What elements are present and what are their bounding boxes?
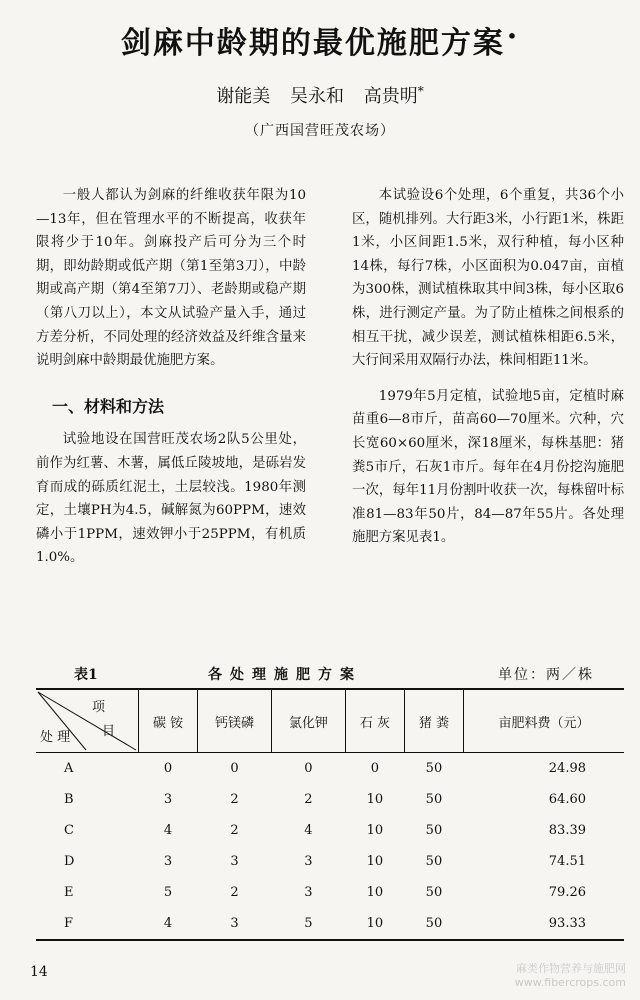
table-cell: 3 — [230, 854, 239, 869]
table-cell: 50 — [425, 885, 443, 900]
table-cell: 79.26 — [548, 885, 586, 900]
table-cell: 0 — [370, 761, 380, 776]
table-cell: 3 — [304, 885, 313, 900]
table-cell: 50 — [404, 908, 463, 940]
corner-label-top: 项 — [92, 700, 106, 715]
intro-paragraph: 一般人都认为剑麻的纤维收获年限为10—13年，但在管理水平的不断提高，收获年限将少于10年。剑麻投产后可分为三个时期，即幼龄期或低产期（第1至第3刀），中龄期或高产期（第4至第7刀）、老龄期或稳产期（第八刀以上），本文从试验产量入手，通过方差分析，不同处理的经济效益及纤维含量来说明剑麻中龄期最优施肥方案。 — [36, 188, 306, 369]
table-cell: 5 — [271, 908, 345, 940]
table-row — [36, 784, 624, 815]
table-cell: 3 — [198, 908, 272, 940]
left-column — [36, 184, 306, 570]
table-row — [36, 908, 624, 940]
planting-paragraph: 1979年5月定植，试验地5亩，定植时麻苗重6—8市斤，苗高60—70厘米。穴种，穴长宽60×60厘米，深18厘米，每株基肥：猪粪5市斤，石灰1市斤。每年在4月份挖沟施肥一次，每年11月份割叶收获一次，每株留叶标准81—83年50片，84—87年55片。各处理施肥方案见表1。 — [352, 388, 624, 546]
table-row — [36, 846, 624, 877]
table-cell: 0 — [163, 761, 173, 776]
table-cell: 2 — [230, 823, 239, 838]
design-paragraph: 本试验设6个处理，6个重复，共36个小区，随机排列。大行距3米，小行距1米，株距1米，小区间距1.5米，双行种植，每小区种14株，每行7株，小区面积为0.047亩，亩植为300株，测试植株取其中间3株，每小区取6株，进行测定产量。为了防止植株之间根系的相互干扰，减少误差，测试植株相距6.5米，大行间采用双隔行办法，株间相距11米。 — [352, 188, 624, 369]
watermark-line-1: 麻类作物营养与施肥网 — [516, 962, 626, 975]
corner-label-right: 目 — [102, 724, 116, 739]
table-cell: 74.51 — [548, 854, 586, 869]
table-cell: 4 — [139, 908, 198, 940]
column-header: 钙镁磷 — [198, 689, 272, 753]
corner-label-bottom-left: 处 — [40, 730, 54, 745]
authors-text: 谢能美 吴永和 高贵明 — [216, 86, 418, 107]
table-cell: 10 — [366, 854, 384, 869]
page-number: 14 — [30, 964, 48, 980]
title-footnote-mark: • — [506, 27, 520, 46]
table-cell: C — [64, 823, 74, 838]
table-cell: A — [64, 761, 74, 776]
table-caption — [58, 664, 618, 686]
right-column — [352, 184, 624, 550]
table-header-row — [36, 689, 624, 753]
title-text: 剑麻中龄期的最优施肥方案 — [120, 26, 505, 61]
fertilizer-table — [36, 688, 624, 941]
table-cell: 83.39 — [548, 823, 586, 838]
column-header: 氯化钾 — [271, 689, 345, 753]
table-cell: E — [64, 885, 74, 900]
corner-label-bottom-right: 理 — [57, 730, 71, 745]
table-cell: 50 — [425, 823, 443, 838]
affiliation: （广西国营旺茂农场） — [245, 123, 395, 139]
corner-label-bottom — [40, 726, 70, 745]
table-cell: 10 — [366, 792, 384, 807]
section-heading: 一、材料和方法 — [52, 396, 165, 416]
table-cell: 93.33 — [463, 908, 624, 940]
table-cell: 10 — [366, 823, 384, 838]
table-cell: 50 — [425, 761, 443, 776]
table-cell: B — [64, 792, 74, 807]
table-row — [36, 815, 624, 846]
table-cell: 2 — [304, 792, 313, 807]
table-cell: 3 — [163, 854, 173, 869]
table-cell: 24.98 — [548, 761, 586, 776]
table-cell: 0 — [304, 761, 313, 776]
table-cell: 64.60 — [548, 792, 586, 807]
table-number: 表1 — [74, 667, 98, 683]
table-cell: 10 — [345, 908, 404, 940]
table-cell: D — [64, 854, 75, 869]
authors-line — [0, 82, 640, 108]
table-cell: 4 — [163, 823, 173, 838]
table-cell: 3 — [304, 854, 313, 869]
article-title — [0, 18, 640, 62]
column-header: 亩肥料费（元） — [463, 689, 624, 753]
table-cell: 0 — [230, 761, 239, 776]
column-header: 猪 粪 — [404, 689, 463, 753]
table-row — [36, 877, 624, 908]
table-corner-cell — [36, 689, 139, 753]
table-row — [36, 753, 624, 785]
table-cell: 4 — [304, 823, 313, 838]
table-cell: 50 — [425, 854, 443, 869]
column-header: 石 灰 — [345, 689, 404, 753]
table-unit: 单位：两／株 — [498, 667, 594, 683]
table-cell: 2 — [230, 885, 239, 900]
table-cell: 2 — [230, 792, 239, 807]
watermark-line-2: www.fibercrops.com — [514, 976, 626, 989]
methods-paragraph: 试验地设在国营旺茂农场2队5公里处，前作为红薯、木薯，属低丘陵坡地，是砾岩发育而成的砾质红泥土，土层较浅。1980年测定，土壤PH为4.5，碱解氮为60PPM，速效磷小于1PPM，速效钾小于25PPM，有机质1.0%。 — [36, 432, 306, 566]
site-watermark — [515, 962, 626, 990]
table-cell: 3 — [163, 792, 173, 807]
table-cell: 5 — [163, 885, 173, 900]
table-title: 各处理施肥方案 — [208, 667, 362, 683]
column-header: 碳 铵 — [139, 689, 198, 753]
author-footnote-mark: * — [417, 84, 424, 98]
table-cell: 50 — [425, 792, 443, 807]
table-cell: 10 — [366, 885, 384, 900]
table-cell: F — [36, 908, 139, 940]
